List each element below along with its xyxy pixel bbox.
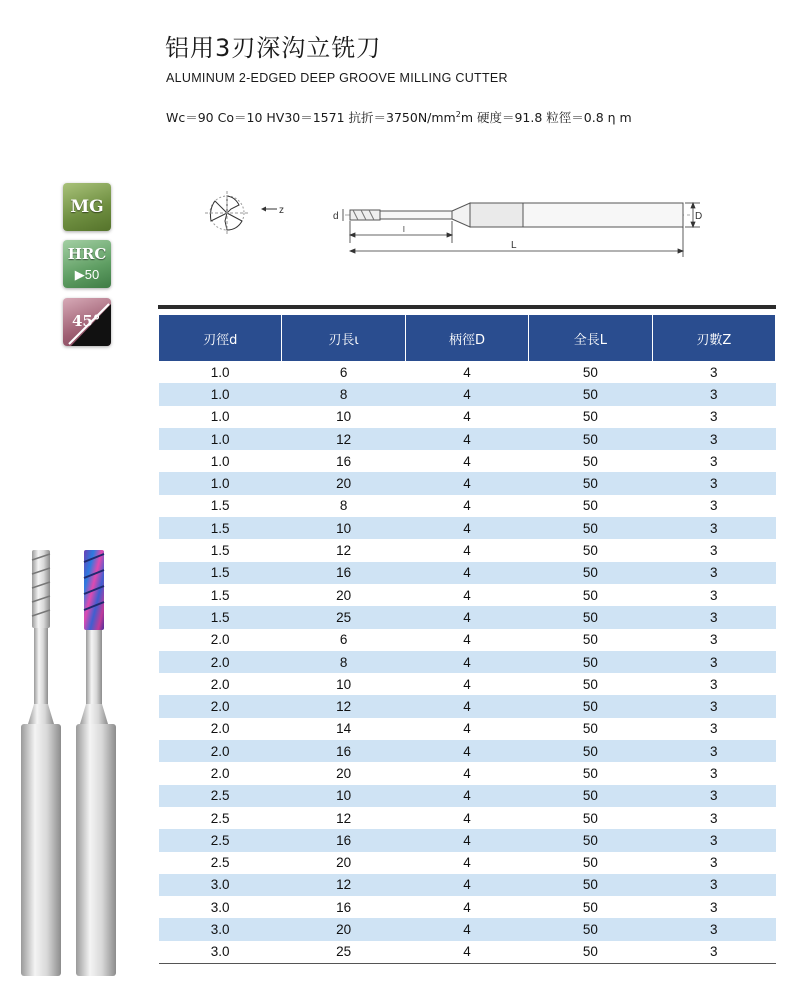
l-dimension — [350, 221, 452, 243]
cell-cutting-length: 16 — [336, 453, 352, 469]
cell-shank-diameter: 4 — [405, 941, 528, 964]
table-header-row — [159, 315, 776, 361]
cell-cutting-length: 8 — [282, 651, 405, 673]
cell-flute-count: 3 — [710, 543, 718, 559]
table-row — [159, 517, 776, 539]
table-row — [159, 606, 776, 628]
cell-flute-count: 3 — [710, 587, 718, 603]
table-row — [159, 539, 776, 561]
table-row — [159, 383, 776, 405]
cutter-side-view — [345, 203, 690, 227]
material-badge-label: MG — [70, 197, 104, 217]
cell-shank-diameter: 4 — [463, 855, 471, 871]
table-row — [159, 495, 776, 517]
cell-cutting-length: 16 — [282, 562, 405, 584]
table-row — [159, 896, 776, 918]
cell-overall-length: 50 — [582, 721, 598, 737]
cell-shank-diameter: 4 — [405, 829, 528, 851]
cell-shank-diameter: 4 — [405, 472, 528, 494]
cell-cutting-diameter: 2.5 — [210, 810, 230, 826]
cell-cutting-length: 6 — [339, 632, 348, 648]
d-label: d — [333, 211, 339, 222]
cell-cutting-length: 10 — [282, 517, 405, 539]
table-row — [159, 584, 776, 606]
table-row — [159, 874, 776, 896]
cell-shank-diameter: 4 — [463, 810, 471, 826]
cell-cutting-diameter: 2.0 — [210, 632, 230, 648]
table-row — [159, 852, 776, 874]
table-row — [159, 450, 776, 472]
cell-cutting-diameter: 2.0 — [159, 695, 282, 717]
cell-cutting-diameter: 1.5 — [210, 587, 230, 603]
table-top-rule — [158, 305, 776, 309]
cell-cutting-diameter: 2.0 — [210, 721, 230, 737]
cell-overall-length: 50 — [582, 498, 598, 514]
cell-overall-length: 50 — [529, 874, 652, 896]
cell-cutting-diameter: 2.0 — [210, 676, 230, 692]
cell-shank-diameter: 4 — [463, 364, 471, 380]
cell-shank-diameter: 4 — [463, 498, 471, 514]
cell-flute-count: 3 — [710, 676, 718, 692]
cell-shank-diameter: 4 — [405, 428, 528, 450]
cell-cutting-length: 12 — [282, 428, 405, 450]
table-row — [159, 472, 776, 494]
cell-overall-length: 50 — [582, 899, 598, 915]
cell-shank-diameter: 4 — [405, 651, 528, 673]
cell-shank-diameter: 4 — [463, 721, 471, 737]
table-row — [159, 695, 776, 717]
cell-cutting-diameter: 3.0 — [159, 918, 282, 940]
cell-cutting-diameter: 1.0 — [159, 472, 282, 494]
header-overall-length: 全長L — [529, 315, 652, 361]
cell-flute-count: 3 — [652, 874, 775, 896]
cell-cutting-diameter: 1.0 — [210, 453, 230, 469]
cell-cutting-length: 14 — [336, 721, 352, 737]
cell-shank-diameter: 4 — [405, 785, 528, 807]
cell-overall-length: 50 — [529, 740, 652, 762]
cell-cutting-diameter: 1.5 — [159, 517, 282, 539]
cell-overall-length: 50 — [582, 543, 598, 559]
cell-overall-length: 50 — [582, 810, 598, 826]
z-label: z — [279, 205, 284, 216]
cell-cutting-length: 6 — [339, 364, 348, 380]
cell-cutting-length: 12 — [282, 695, 405, 717]
table-row — [159, 807, 776, 829]
cell-overall-length: 50 — [582, 765, 598, 781]
cell-flute-count: 3 — [710, 364, 718, 380]
cell-cutting-diameter: 2.5 — [159, 785, 282, 807]
table-row — [159, 629, 776, 651]
cell-overall-length: 50 — [582, 453, 598, 469]
cell-cutting-length: 8 — [339, 498, 348, 514]
cell-cutting-length: 20 — [282, 918, 405, 940]
cell-cutting-length: 20 — [336, 855, 352, 871]
cell-cutting-diameter: 2.0 — [210, 765, 230, 781]
coated-end-mill — [76, 550, 116, 976]
cell-cutting-length: 25 — [282, 941, 405, 964]
cell-cutting-diameter: 1.5 — [159, 606, 282, 628]
product-title-cn: 铝用3刃深沟立铣刀 — [165, 34, 382, 62]
cell-flute-count: 3 — [652, 472, 775, 494]
spec-table — [158, 315, 776, 964]
cell-overall-length: 50 — [529, 695, 652, 717]
table-row — [159, 428, 776, 450]
cell-overall-length: 50 — [582, 364, 598, 380]
cell-shank-diameter: 4 — [405, 606, 528, 628]
cell-cutting-length: 12 — [336, 810, 352, 826]
material-spec — [166, 108, 632, 126]
cell-cutting-length: 12 — [336, 543, 352, 559]
cell-cutting-diameter: 1.5 — [210, 498, 230, 514]
cell-flute-count: 3 — [652, 695, 775, 717]
cell-flute-count: 3 — [652, 740, 775, 762]
cell-cutting-diameter: 1.0 — [159, 428, 282, 450]
cell-shank-diameter: 4 — [405, 517, 528, 539]
cell-flute-count: 3 — [710, 632, 718, 648]
cell-overall-length: 50 — [529, 785, 652, 807]
cell-cutting-length: 10 — [336, 409, 352, 425]
cell-shank-diameter: 4 — [405, 918, 528, 940]
cell-cutting-diameter: 1.0 — [210, 364, 230, 380]
D-label: D — [695, 211, 703, 222]
l-label: l — [403, 225, 405, 234]
header-shank-diameter: 柄徑D — [405, 315, 528, 361]
cell-flute-count: 3 — [652, 606, 775, 628]
cell-overall-length: 50 — [582, 676, 598, 692]
table-row — [159, 361, 776, 383]
cell-cutting-diameter: 1.5 — [210, 543, 230, 559]
hardness-badge-value: ▶50 — [74, 267, 100, 282]
cell-cutting-diameter: 2.0 — [159, 740, 282, 762]
cell-cutting-diameter: 2.0 — [159, 651, 282, 673]
product-title-en: ALUMINUM 2-EDGED DEEP GROOVE MILLING CUTTER — [166, 71, 508, 85]
table-row — [159, 740, 776, 762]
table-row — [159, 785, 776, 807]
cell-cutting-length: 20 — [282, 472, 405, 494]
hardness-badge — [63, 240, 111, 288]
cell-flute-count: 3 — [652, 918, 775, 940]
header-cutting-diameter: 刃徑d — [159, 315, 282, 361]
cell-cutting-diameter: 1.0 — [159, 383, 282, 405]
cell-shank-diameter: 4 — [405, 562, 528, 584]
cell-cutting-diameter: 3.0 — [159, 941, 282, 964]
cell-flute-count: 3 — [710, 765, 718, 781]
table-body — [159, 361, 776, 964]
cell-overall-length: 50 — [529, 562, 652, 584]
cell-flute-count: 3 — [710, 453, 718, 469]
cutter-dimension-diagram — [195, 185, 715, 265]
cell-cutting-diameter: 3.0 — [159, 874, 282, 896]
cell-cutting-length: 16 — [282, 740, 405, 762]
table-row — [159, 941, 776, 964]
cell-cutting-length: 25 — [282, 606, 405, 628]
cell-cutting-diameter: 1.0 — [210, 409, 230, 425]
cell-cutting-length: 16 — [336, 899, 352, 915]
table-row — [159, 562, 776, 584]
cell-shank-diameter: 4 — [405, 740, 528, 762]
cell-cutting-diameter: 3.0 — [210, 899, 230, 915]
cell-shank-diameter: 4 — [463, 899, 471, 915]
cell-shank-diameter: 4 — [463, 632, 471, 648]
cell-flute-count: 3 — [710, 498, 718, 514]
hardness-badge-label: HRC — [67, 245, 107, 263]
table-row — [159, 918, 776, 940]
cell-cutting-length: 16 — [282, 829, 405, 851]
cell-shank-diameter: 4 — [463, 409, 471, 425]
cell-overall-length: 50 — [529, 472, 652, 494]
cell-flute-count: 3 — [710, 721, 718, 737]
cell-flute-count: 3 — [710, 810, 718, 826]
cell-flute-count: 3 — [710, 899, 718, 915]
L-label: L — [511, 240, 517, 251]
table-row — [159, 673, 776, 695]
cell-flute-count: 3 — [652, 785, 775, 807]
cell-flute-count: 3 — [652, 517, 775, 539]
spec-main: Wc＝90 Co＝10 HV30＝1571 抗折＝3750N/mm — [166, 110, 456, 125]
cell-cutting-length: 10 — [336, 676, 352, 692]
cell-cutting-length: 20 — [336, 765, 352, 781]
cell-flute-count: 3 — [710, 409, 718, 425]
cell-flute-count: 3 — [652, 651, 775, 673]
cell-cutting-diameter: 2.5 — [210, 855, 230, 871]
table-row — [159, 651, 776, 673]
cell-overall-length: 50 — [529, 829, 652, 851]
cell-flute-count: 3 — [652, 829, 775, 851]
cell-overall-length: 50 — [582, 632, 598, 648]
cell-shank-diameter: 4 — [463, 543, 471, 559]
table-row — [159, 718, 776, 740]
cell-flute-count: 3 — [652, 383, 775, 405]
cell-overall-length: 50 — [529, 428, 652, 450]
cell-overall-length: 50 — [582, 855, 598, 871]
cell-flute-count: 3 — [652, 562, 775, 584]
cell-cutting-length: 8 — [282, 383, 405, 405]
table-row — [159, 829, 776, 851]
cell-shank-diameter: 4 — [463, 765, 471, 781]
z-arrow-icon — [261, 207, 277, 212]
cross-section-icon — [205, 191, 249, 235]
header-flute-count: 刃數Z — [652, 315, 775, 361]
helix-angle-label: 45° — [72, 312, 101, 330]
cell-overall-length: 50 — [529, 517, 652, 539]
cell-cutting-length: 20 — [336, 587, 352, 603]
cell-overall-length: 50 — [529, 383, 652, 405]
cell-cutting-diameter: 1.5 — [159, 562, 282, 584]
cell-shank-diameter: 4 — [463, 676, 471, 692]
cell-overall-length: 50 — [529, 651, 652, 673]
cell-shank-diameter: 4 — [405, 383, 528, 405]
cell-cutting-length: 12 — [282, 874, 405, 896]
cell-overall-length: 50 — [529, 941, 652, 964]
silver-end-mill — [21, 550, 61, 976]
cell-shank-diameter: 4 — [405, 695, 528, 717]
spec-tail: m 硬度＝91.8 粒徑＝0.8 η m — [460, 110, 632, 125]
material-badge — [63, 183, 111, 231]
cell-shank-diameter: 4 — [463, 453, 471, 469]
cell-overall-length: 50 — [582, 409, 598, 425]
table-row — [159, 762, 776, 784]
header-cutting-length: 刃長ι — [282, 315, 405, 361]
spec-table-container — [158, 305, 776, 964]
cell-flute-count: 3 — [652, 941, 775, 964]
helix-angle-icon — [63, 298, 111, 346]
helix-angle-badge — [63, 298, 111, 346]
cell-flute-count: 3 — [710, 855, 718, 871]
cell-flute-count: 3 — [652, 428, 775, 450]
cell-shank-diameter: 4 — [463, 587, 471, 603]
cell-cutting-diameter: 2.5 — [159, 829, 282, 851]
cell-overall-length: 50 — [582, 587, 598, 603]
cell-overall-length: 50 — [529, 918, 652, 940]
cell-cutting-length: 10 — [282, 785, 405, 807]
cell-overall-length: 50 — [529, 606, 652, 628]
product-photo — [18, 548, 138, 980]
table-row — [159, 406, 776, 428]
cell-shank-diameter: 4 — [405, 874, 528, 896]
spec-superscript: 2 — [455, 109, 461, 119]
